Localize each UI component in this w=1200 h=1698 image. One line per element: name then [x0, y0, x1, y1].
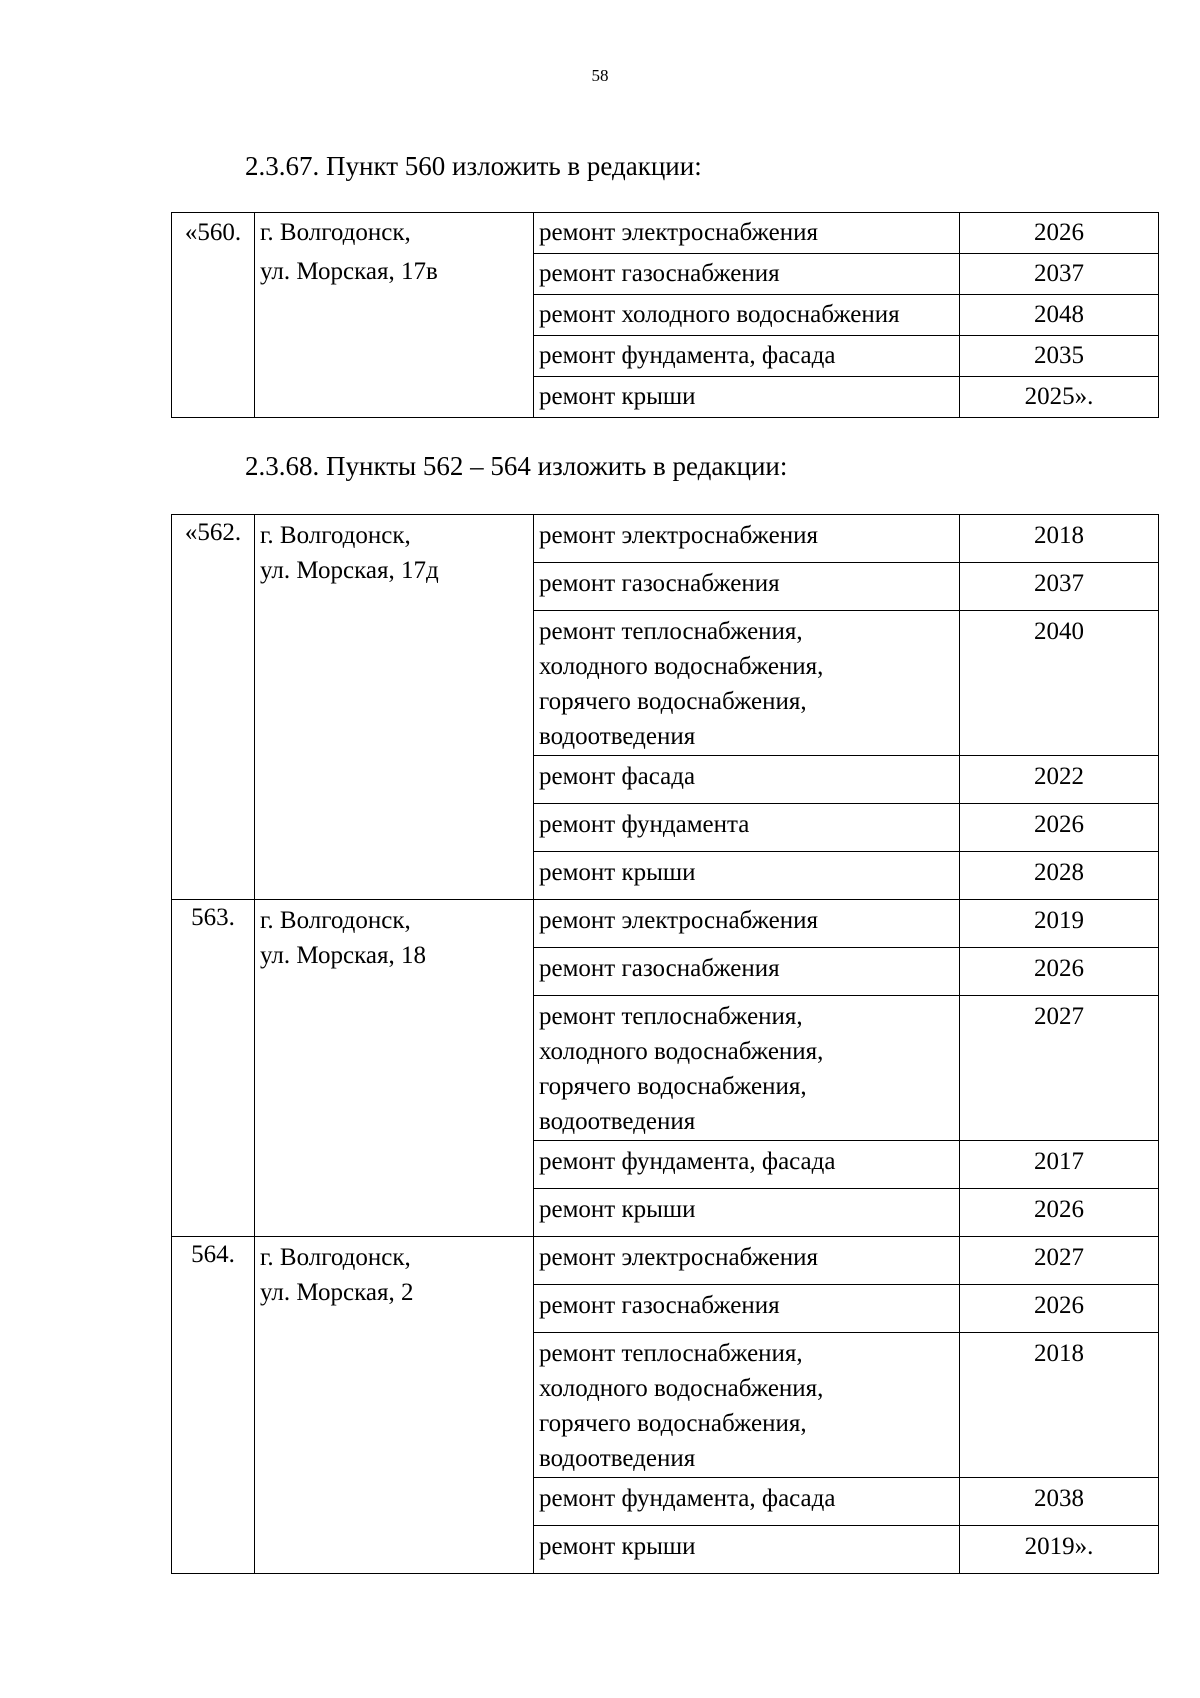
year-cell: 2027 — [960, 996, 1159, 1141]
year-cell: 2027 — [960, 1237, 1159, 1285]
work-type-cell: ремонт электроснабжения — [534, 1237, 960, 1285]
amendment-table-item-560 — [171, 212, 1159, 418]
address-cell: г. Волгодонск, ул. Морская, 17д — [255, 515, 534, 900]
work-type-cell: ремонт газоснабжения — [534, 563, 960, 611]
year-cell: 2037 — [960, 254, 1159, 295]
work-type-cell: ремонт фундамента, фасада — [534, 336, 960, 377]
work-type-cell: ремонт газоснабжения — [534, 1285, 960, 1333]
work-type-cell: ремонт теплоснабжения, холодного водоснабжения, горячего водоснабжения, водоотведения — [534, 996, 960, 1141]
work-type-cell: ремонт электроснабжения — [534, 900, 960, 948]
table-row — [172, 515, 1159, 563]
work-type-cell: ремонт теплоснабжения, холодного водоснабжения, горячего водоснабжения, водоотведения — [534, 1333, 960, 1478]
year-cell: 2028 — [960, 852, 1159, 900]
year-cell: 2026 — [960, 804, 1159, 852]
work-type-cell: ремонт фасада — [534, 756, 960, 804]
year-cell: 2026 — [960, 213, 1159, 254]
year-cell: 2025». — [960, 377, 1159, 418]
work-type-cell: ремонт фундамента, фасада — [534, 1478, 960, 1526]
item-number-cell: 564. — [172, 1237, 255, 1574]
year-cell: 2038 — [960, 1478, 1159, 1526]
work-type-cell: ремонт газоснабжения — [534, 948, 960, 996]
address-cell: г. Волгодонск, ул. Морская, 17в — [255, 213, 534, 418]
work-type-cell: ремонт теплоснабжения, холодного водоснабжения, горячего водоснабжения, водоотведения — [534, 611, 960, 756]
address-cell: г. Волгодонск, ул. Морская, 2 — [255, 1237, 534, 1574]
year-cell: 2018 — [960, 515, 1159, 563]
year-cell: 2019». — [960, 1526, 1159, 1574]
year-cell: 2018 — [960, 1333, 1159, 1478]
work-type-cell: ремонт электроснабжения — [534, 213, 960, 254]
item-number-cell: 563. — [172, 900, 255, 1237]
work-type-cell: ремонт крыши — [534, 1526, 960, 1574]
work-type-cell: ремонт крыши — [534, 1189, 960, 1237]
year-cell: 2026 — [960, 1189, 1159, 1237]
table-row — [172, 900, 1159, 948]
year-cell: 2019 — [960, 900, 1159, 948]
table-row — [172, 213, 1159, 254]
work-type-cell: ремонт фундамента, фасада — [534, 1141, 960, 1189]
year-cell: 2022 — [960, 756, 1159, 804]
year-cell: 2040 — [960, 611, 1159, 756]
table-row — [172, 1237, 1159, 1285]
year-cell: 2037 — [960, 563, 1159, 611]
work-type-cell: ремонт электроснабжения — [534, 515, 960, 563]
work-type-cell: ремонт фундамента — [534, 804, 960, 852]
work-type-cell: ремонт крыши — [534, 852, 960, 900]
year-cell: 2026 — [960, 948, 1159, 996]
year-cell: 2026 — [960, 1285, 1159, 1333]
address-cell: г. Волгодонск, ул. Морская, 18 — [255, 900, 534, 1237]
section-heading-items-562-564: 2.3.68. Пункты 562 – 564 изложить в редакции: — [245, 451, 788, 481]
work-type-cell: ремонт крыши — [534, 377, 960, 418]
work-type-cell: ремонт холодного водоснабжения — [534, 295, 960, 336]
year-cell: 2017 — [960, 1141, 1159, 1189]
amendment-table-items-562-564 — [171, 514, 1159, 1574]
work-type-cell: ремонт газоснабжения — [534, 254, 960, 295]
item-number-cell: «560. — [172, 213, 255, 418]
year-cell: 2048 — [960, 295, 1159, 336]
page-number: 58 — [591, 66, 609, 85]
section-heading-item-560: 2.3.67. Пункт 560 изложить в редакции: — [245, 151, 702, 181]
year-cell: 2035 — [960, 336, 1159, 377]
item-number-cell: «562. — [172, 515, 255, 900]
